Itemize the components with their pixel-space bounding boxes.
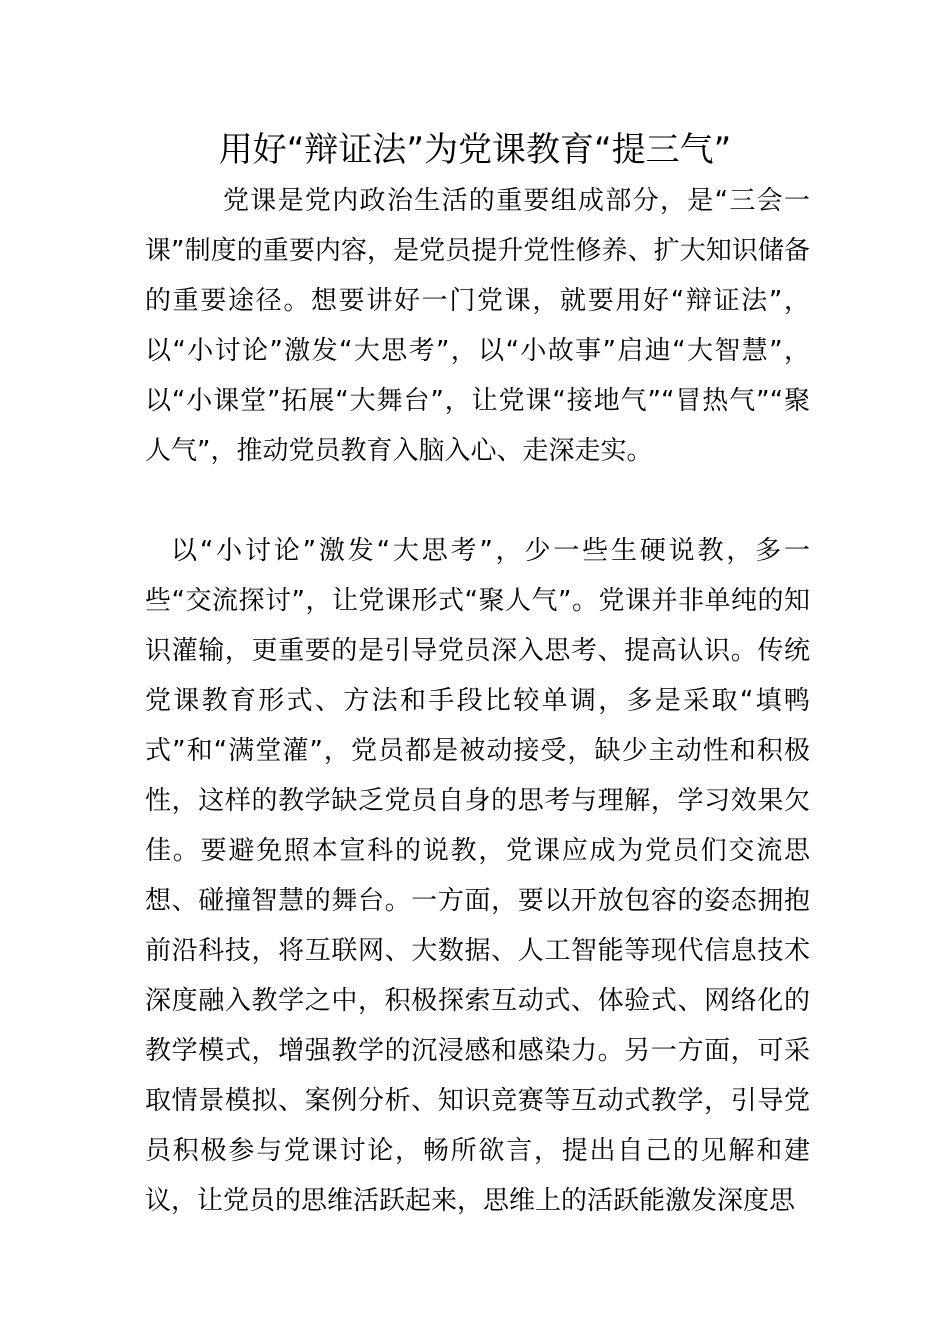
paragraph-section-1: 以“小讨论”激发“大思考”，少一些生硬说教，多一些“交流探讨”，让党课形式“聚人气”。党课并非单纯的知识灌输，更重要的是引导党员深入思考、提高认识。传统党课教育形式、方法和手段比较单调，多是采取“填鸭式”和“满堂灌”，党员都是被动接受，缺少主动性和积极性，这样的教学缺乏党员自身的思考与理解，学习效果欠佳。要避免照本宣科的说教，党课应成为党员们交流思想、碰撞智慧的舞台。一方面，要以开放包容的姿态拥抱前沿科技，将互联网、大数据、人工智能等现代信息技术深度融入教学之中，积极探索互动式、体验式、网络化的教学模式，增强教学的沉浸感和感染力。另一方面，可采取情景模拟、案例分析、知识竞赛等互动式教学，引导党员积极参与党课讨论，畅所欲言，提出自己的见解和建议，让党员的思维活跃起来，思维上的活跃能激发深度思 <box>145 536 810 1216</box>
document-title: 用好“辩证法”为党课教育“提三气” <box>218 130 732 170</box>
paragraph-intro: 党课是党内政治生活的重要组成部分，是“三会一课”制度的重要内容，是党员提升党性修养、扩大知识储备的重要途径。想要讲好一门党课，就要用好“辩证法”，以“小讨论”激发“大思考”，以“小故事”启迪“大智慧”，以“小课堂”拓展“大舞台”，让党课“接地气”“冒热气”“聚人气”，推动党员教育入脑入心、走深走实。 <box>145 186 810 466</box>
